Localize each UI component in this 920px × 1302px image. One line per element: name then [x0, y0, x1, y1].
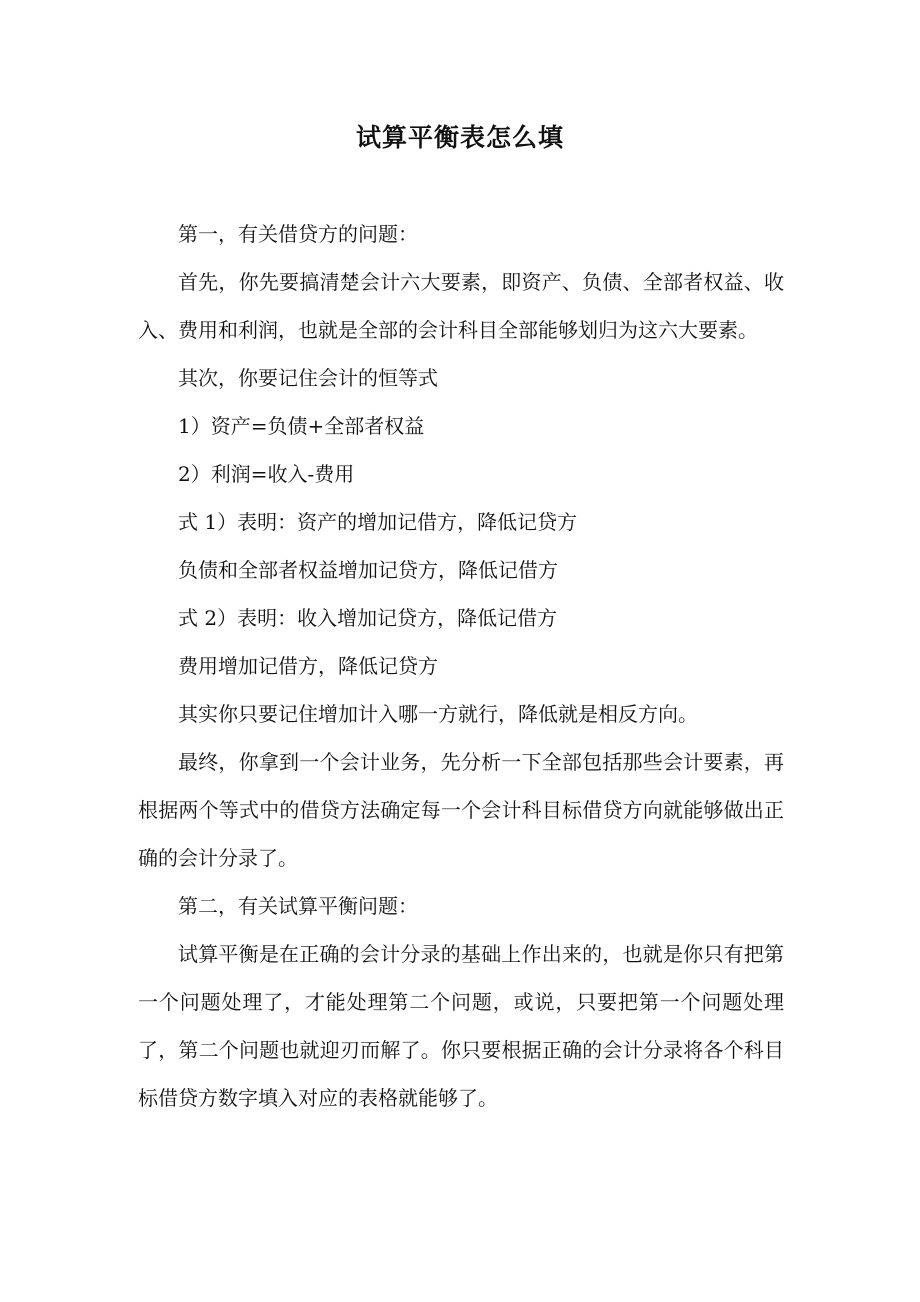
paragraph-equation-2-meaning: 式 2）表明：收入增加记贷方，降低记借方 [178, 606, 558, 630]
document-title: 试算平衡表怎么填 [355, 123, 564, 152]
paragraph-equation-1-liabilities: 负债和全部者权益增加记贷方，降低记借方 [178, 558, 558, 582]
paragraph-equation-1: 1）资产=负债+全部者权益 [178, 414, 425, 438]
paragraph-section-two-heading: 第二，有关试算平衡问题： [178, 894, 418, 918]
paragraph-equation-2: 2）利润=收入-费用 [178, 462, 355, 486]
paragraph-equation-1-meaning: 式 1）表明：资产的增加记借方，降低记贷方 [178, 510, 578, 534]
paragraph-equation-2-expenses: 费用增加记借方，降低记贷方 [178, 654, 438, 678]
paragraph-trial-balance: 试算平衡是在正确的会计分录的基础上作出来的，也就是你只有把第一个问题处理了，才能处理第二个问题，或说，只要把第一个问题处理了，第二个问题也就迎刃而解了。你只要根据正确的会计分录将各个科目标借贷方数字填入对应的表格就能够了。 [138, 942, 784, 1110]
paragraph-section-one-heading: 第一，有关借贷方的问题： [178, 222, 418, 246]
paragraph-equations-intro: 其次，你要记住会计的恒等式 [178, 366, 438, 390]
paragraph-six-elements: 首先，你先要搞清楚会计六大要素，即资产、负债、全部者权益、收入、费用和利润，也就是全部的会计科目全部能够划归为这六大要素。 [138, 270, 784, 342]
document-body [138, 210, 784, 1122]
paragraph-finally: 最终，你拿到一个会计业务，先分析一下全部包括那些会计要素，再根据两个等式中的借贷方法确定每一个会计科目标借贷方向就能够做出正确的会计分录了。 [138, 750, 784, 870]
paragraph-remember-increase: 其实你只要记住增加计入哪一方就行，降低就是相反方向。 [178, 702, 698, 726]
